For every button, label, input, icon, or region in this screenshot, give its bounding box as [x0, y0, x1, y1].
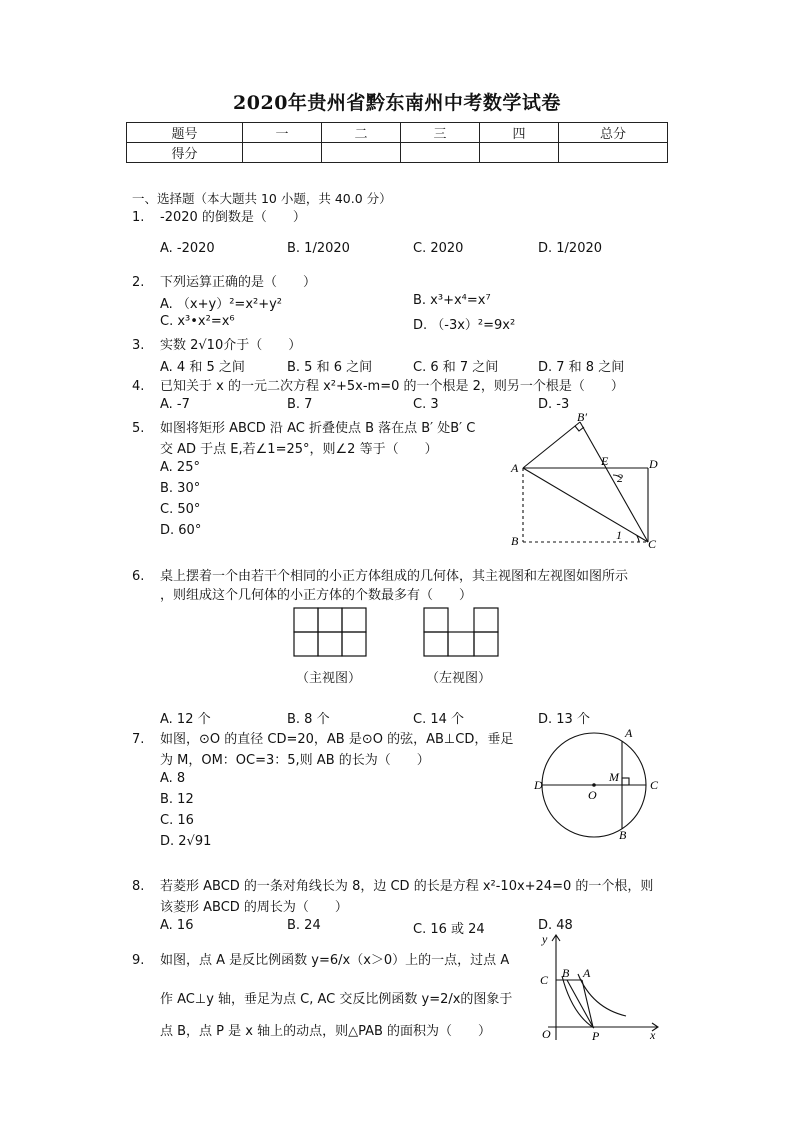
question-stem: 如图，点 A 是反比例函数 y=6/x（x＞0）上的一点，过点 A: [160, 953, 510, 968]
option-d: D. 1/2020: [538, 241, 603, 256]
score-cell[interactable]: [401, 143, 480, 163]
score-cell[interactable]: [243, 143, 322, 163]
fig-label: B: [562, 966, 570, 980]
fig-label: O: [542, 1027, 551, 1041]
option-b: B. 30°: [160, 481, 201, 496]
score-table: [126, 122, 668, 163]
fig-label: C: [540, 973, 549, 987]
fig-label: y: [542, 932, 548, 946]
fig-label: A: [625, 726, 633, 740]
fig-label: B: [619, 828, 627, 842]
side-view-figure: [420, 605, 502, 660]
fig-label: 1: [616, 528, 622, 542]
option-b: B. x³+x⁴=x⁷: [413, 293, 491, 308]
center-point: [592, 783, 596, 787]
score-header-cell: 二: [322, 123, 401, 143]
option-d: D. 60°: [160, 523, 202, 538]
option-d: D. 2√91: [160, 834, 212, 849]
option-b: B. 7: [287, 397, 313, 412]
question-stem: 交 AD 于点 E,若∠1=25°，则∠2 等于（ ）: [160, 442, 438, 457]
option-d: D. 7 和 8 之间: [538, 360, 625, 375]
option-a: A. 8: [160, 771, 186, 786]
question-stem: 实数 2√10介于（ ）: [160, 338, 302, 353]
question-stem: 为 M，OM：OC=3：5,则 AB 的长为（ ）: [160, 753, 430, 768]
circle-chord-figure: [530, 720, 670, 850]
question-number: 7.: [132, 732, 145, 747]
option-a: A. 16: [160, 918, 194, 933]
figure-caption: （左视图）: [426, 671, 492, 686]
question-number: 2.: [132, 275, 145, 290]
question-stem: ，则组成这个几何体的小正方体的个数最多有（ ）: [160, 588, 473, 603]
fig-label: C: [650, 778, 659, 792]
question-number: 9.: [132, 953, 145, 968]
score-cell[interactable]: [559, 143, 668, 163]
fig-label: x: [650, 1028, 656, 1042]
score-row-label: 得分: [127, 143, 243, 163]
option-a: A. -2020: [160, 241, 215, 256]
option-d: D. 48: [538, 918, 573, 933]
figure-caption: （主视图）: [296, 671, 362, 686]
option-b: B. 24: [287, 918, 321, 933]
question-stem: 作 AC⊥y 轴，垂足为点 C, AC 交反比例函数 y=2/x的图象于: [160, 992, 513, 1007]
score-table-header-row: [127, 123, 668, 143]
option-c: C. 50°: [160, 502, 201, 517]
fig-label: A: [583, 966, 591, 980]
option-a: A. （x+y）²=x²+y²: [160, 297, 283, 312]
option-c: C. 6 和 7 之间: [413, 360, 499, 375]
option-d: D. （-3x）²=9x²: [413, 318, 516, 333]
question-number: 1.: [132, 210, 145, 225]
option-c: C. 2020: [413, 241, 464, 256]
option-a: A. 12 个: [160, 712, 211, 727]
question-stem: 桌上摆着一个由若干个相同的小正方体组成的几何体，其主视图和左视图如图所示: [160, 569, 629, 584]
fig-label: E: [601, 454, 609, 468]
score-header-cell: 三: [401, 123, 480, 143]
score-header-cell: 四: [480, 123, 559, 143]
section-heading: 一、选择题（本大题共 10 小题，共 40.0 分）: [132, 191, 392, 206]
fig-label: M: [609, 770, 619, 784]
question-stem: 若菱形 ABCD 的一条对角线长为 8，边 CD 的长是方程 x²-10x+24=0 的一个根，则: [160, 879, 654, 894]
fig-label: P: [592, 1029, 600, 1043]
question-stem: 该菱形 ABCD 的周长为（ ）: [160, 900, 348, 915]
option-c: C. 16: [160, 813, 194, 828]
option-b: B. 5 和 6 之间: [287, 360, 373, 375]
option-a: A. -7: [160, 397, 190, 412]
page-title: 2020年贵州省黔东南州中考数学试卷: [233, 92, 561, 114]
score-table-row: [127, 143, 668, 163]
inverse-function-figure: [520, 930, 670, 1045]
question-number: 5.: [132, 421, 145, 436]
score-cell[interactable]: [480, 143, 559, 163]
question-number: 3.: [132, 338, 145, 353]
option-c: C. x³•x²=x⁶: [160, 314, 235, 329]
question-stem: 如图将矩形 ABCD 沿 AC 折叠使点 B 落在点 B′ 处B′ C: [160, 421, 476, 436]
option-a: A. 4 和 5 之间: [160, 360, 245, 375]
fig-label: O: [588, 788, 597, 802]
question-stem: 点 B，点 P 是 x 轴上的动点，则△PAB 的面积为（ ）: [160, 1024, 492, 1039]
question-stem: -2020 的倒数是（ ）: [160, 210, 306, 225]
option-a: A. 25°: [160, 460, 200, 475]
fig-label: C: [648, 537, 657, 551]
front-view-figure: [290, 605, 370, 660]
fig-label: A: [511, 461, 519, 475]
option-b: B. 12: [160, 792, 194, 807]
question-stem: 下列运算正确的是（ ）: [160, 275, 317, 290]
score-header-cell: 题号: [127, 123, 243, 143]
option-c: C. 3: [413, 397, 439, 412]
question-stem: 如图，⊙O 的直径 CD=20，AB 是⊙O 的弦，AB⊥CD，垂足: [160, 732, 514, 747]
option-d: D. -3: [538, 397, 570, 412]
score-cell[interactable]: [322, 143, 401, 163]
question-number: 8.: [132, 879, 145, 894]
question-number: 4.: [132, 379, 145, 394]
option-b: B. 1/2020: [287, 241, 350, 256]
fig-label: B: [511, 534, 519, 548]
score-header-cell: 总分: [559, 123, 668, 143]
fig-label: D: [534, 778, 543, 792]
fig-label: B′: [577, 412, 587, 424]
question-stem: 已知关于 x 的一元二次方程 x²+5x-m=0 的一个根是 2，则另一个根是（ ）: [160, 379, 624, 394]
option-d: D. 13 个: [538, 712, 590, 727]
option-b: B. 8 个: [287, 712, 330, 727]
fig-label: D: [649, 457, 658, 471]
score-header-cell: 一: [243, 123, 322, 143]
fig-label: 2: [617, 471, 623, 485]
question-number: 6.: [132, 569, 145, 584]
rectangle-fold-figure: [505, 412, 675, 552]
option-c: C. 16 或 24: [413, 922, 485, 937]
option-c: C. 14 个: [413, 712, 465, 727]
